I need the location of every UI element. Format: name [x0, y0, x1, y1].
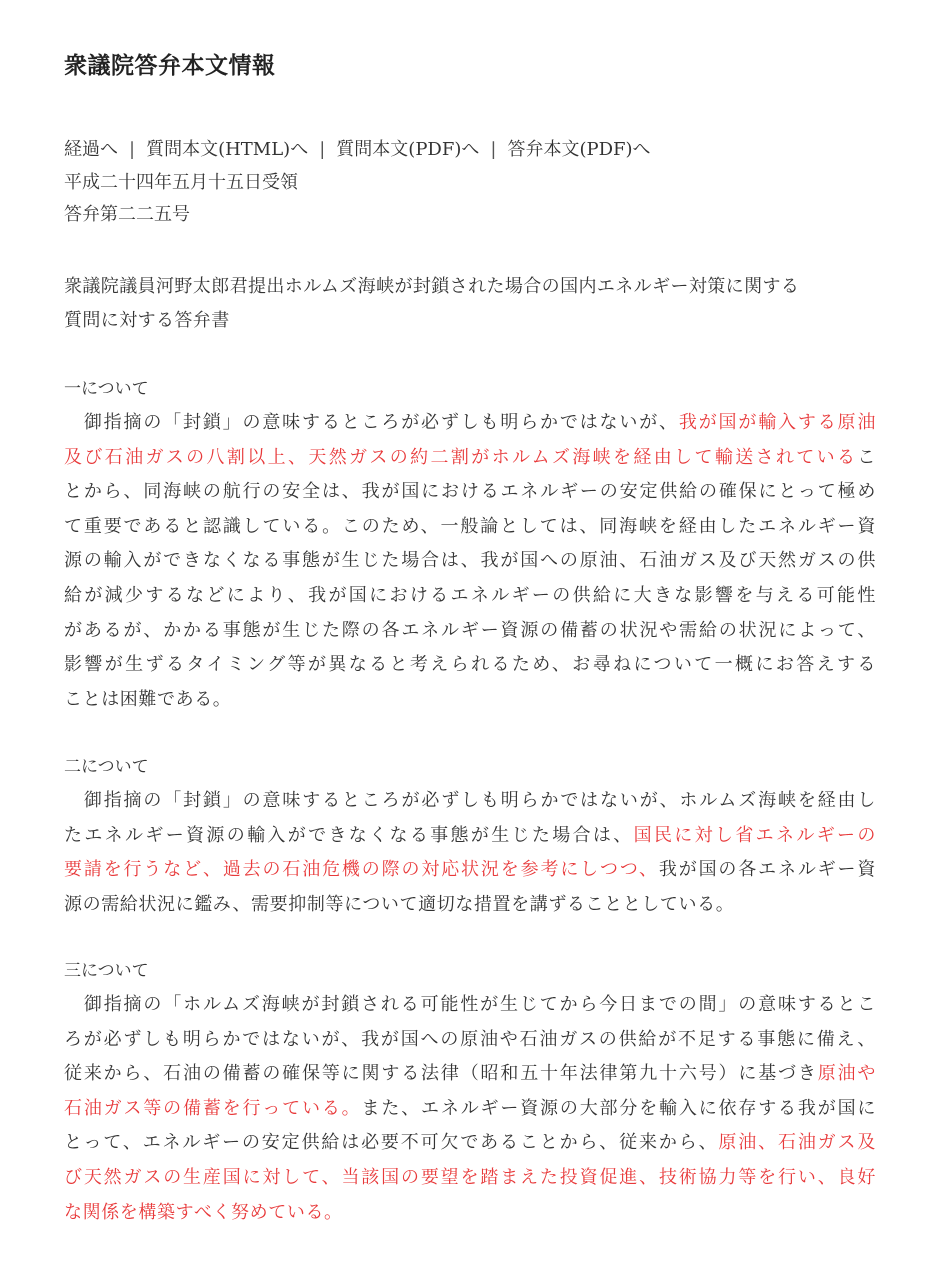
nav-link-question-html[interactable]: 質問本文(HTML)へ — [146, 139, 309, 160]
section-body-2 — [64, 784, 876, 922]
received-date: 平成二十四年五月十五日受領 — [64, 172, 298, 193]
nav-link-question-pdf[interactable]: 質問本文(PDF)へ — [336, 139, 480, 160]
nav-link-progress[interactable]: 経過へ — [64, 139, 118, 160]
nav-separator: | — [490, 139, 497, 160]
answer-line — [64, 853, 876, 888]
highlighted-text: 石油ガス等の備蓄を行っている。 — [64, 1097, 362, 1119]
highlighted-text: 原油、石油ガス及 — [718, 1132, 876, 1154]
section-body-1 — [64, 406, 876, 717]
document-title-line: 衆議院議員河野太郎君提出ホルムズ海峡が封鎖された場合の国内エネルギー対策に関する — [64, 276, 800, 297]
nav-separator: | — [129, 139, 136, 160]
answer-line — [64, 648, 876, 683]
answer-line — [64, 544, 876, 579]
answer-text: 我が国の各エネルギー資 — [658, 859, 876, 881]
answer-line — [64, 888, 876, 923]
answer-line — [64, 988, 876, 1023]
answer-text: 源の需給状況に鑑み、需要抑制等について適切な措置を講ずることとしている。 — [64, 893, 735, 915]
answer-line — [64, 1023, 876, 1058]
answer-text: 従来から、石油の備蓄の確保等に関する法律（昭和五十年法律第九十六号）に基づき — [64, 1063, 818, 1085]
nav-separator: | — [319, 139, 326, 160]
answer-text: 御指摘の「封鎖」の意味するところが必ずしも明らかではないが、ホルムズ海峡を経由し — [64, 790, 876, 811]
section-heading-2: 二について — [64, 757, 149, 777]
answer-text: 源の輸入ができなくなる事態が生じた場合は、我が国への原油、石油ガス及び天然ガスの供 — [64, 550, 876, 572]
answer-text: があるが、かかる事態が生じた際の各エネルギー資源の備蓄の状況や需給の状況によって、 — [64, 619, 876, 641]
answer-text: 御指摘の「ホルムズ海峡が封鎖される可能性が生じてから今日までの間」の意味するとこ — [64, 994, 876, 1015]
document-nav — [64, 134, 651, 166]
section-heading-3: 三について — [64, 961, 149, 981]
answer-line — [64, 579, 876, 614]
answer-text: たエネルギー資源の輸入ができなくなる事態が生じた場合は、 — [64, 824, 634, 846]
highlighted-text: 及び石油ガスの八割以上、天然ガスの約二割がホルムズ海峡を経由して輸送されている — [64, 446, 858, 468]
highlighted-text: び天然ガスの生産国に対して、当該国の要望を踏まえた投資促進、技術協力等を行い、良好 — [64, 1166, 876, 1188]
highlighted-text: 国民に対し省エネルギーの — [633, 824, 877, 846]
nav-link-answer-pdf[interactable]: 答弁本文(PDF)へ — [507, 139, 651, 160]
highlighted-text: 要請を行うなど、過去の石油危機の際の対応状況を参考にしつつ、 — [64, 859, 659, 881]
highlighted-text: 原油や — [817, 1063, 876, 1085]
answer-text: 御指摘の「封鎖」の意味するところが必ずしも明らかではないが、 — [64, 412, 679, 433]
answer-line — [64, 441, 876, 476]
answer-text: 給が減少するなどにより、我が国におけるエネルギーの供給に大きな影響を与える可能性 — [64, 584, 876, 606]
document-title-line: 質問に対する答弁書 — [64, 310, 230, 331]
answer-text: ろが必ずしも明らかではないが、我が国への原油や石油ガスの供給が不足する事態に備え、 — [64, 1028, 876, 1050]
answer-line — [64, 1126, 876, 1161]
document-title — [64, 270, 876, 338]
answer-line — [64, 1196, 876, 1231]
answer-line — [64, 1057, 876, 1092]
answer-number: 答弁第二二五号 — [64, 204, 190, 225]
section-heading-1: 一について — [64, 379, 149, 399]
answer-text: こ — [857, 446, 876, 468]
answer-text: とから、同海峡の航行の安全は、我が国におけるエネルギーの安定供給の確保にとって極め — [64, 481, 876, 503]
section-body-3 — [64, 988, 876, 1230]
highlighted-text: な関係を構築すべく努めている。 — [64, 1201, 343, 1223]
answer-line — [64, 406, 876, 441]
highlighted-text: 我が国が輸入する原油 — [678, 412, 876, 433]
answer-text: ことは困難である。 — [64, 688, 232, 710]
answer-line — [64, 784, 876, 819]
answer-text: また、エネルギー資源の大部分を輸入に依存する我が国に — [361, 1097, 876, 1119]
answer-line — [64, 1161, 876, 1196]
answer-text: とって、エネルギーの安定供給は必要不可欠であることから、従来から、 — [64, 1132, 719, 1154]
answer-line — [64, 475, 876, 510]
page-title: 衆議院答弁本文情報 — [64, 53, 276, 79]
answer-text: 影響が生ずるタイミング等が異なると考えられるため、お尋ねについて一概にお答えする — [64, 654, 876, 676]
answer-line — [64, 1092, 876, 1127]
answer-line — [64, 510, 876, 545]
answer-line — [64, 614, 876, 649]
answer-line — [64, 683, 876, 718]
answer-text: て重要であると認識している。このため、一般論としては、同海峡を経由したエネルギー資 — [64, 515, 876, 537]
answer-line — [64, 819, 876, 854]
